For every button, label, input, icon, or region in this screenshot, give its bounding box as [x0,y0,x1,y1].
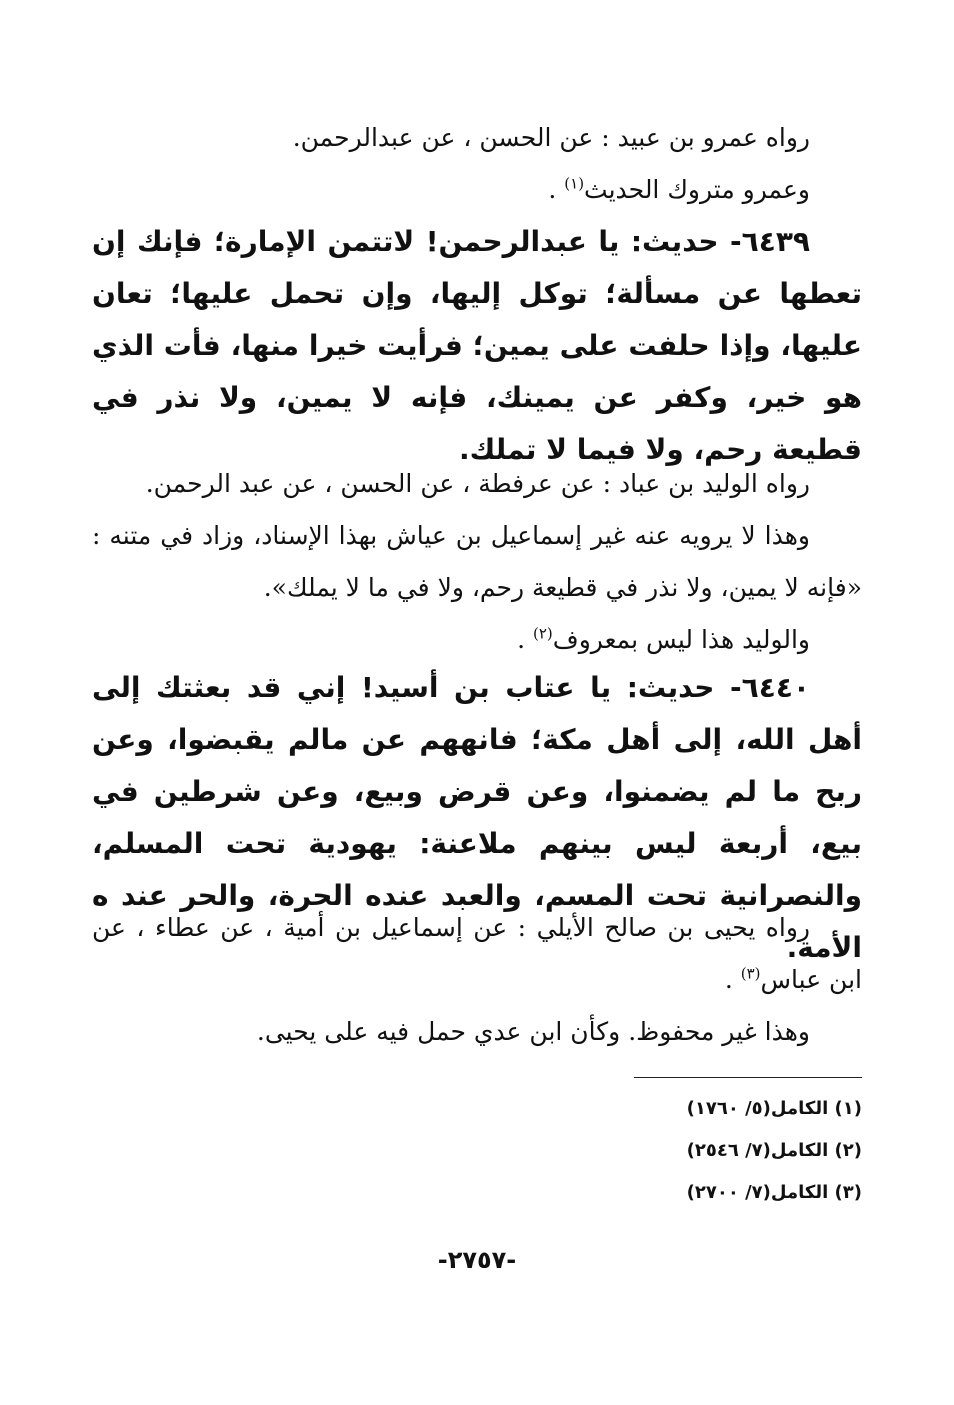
narrator-note [92,614,862,666]
narration-line [92,902,862,1006]
narration-line [92,112,862,164]
hadith-6439 [92,216,862,476]
commentary-paragraph: وهذا غير محفوظ. وكأن ابن عدي حمل فيه على يحيى. [256,1017,810,1046]
narration-text: رواه يحيى بن صالح الأيلي : عن إسماعيل بن أمية ، عن عطاء ، عن ابن عباس [92,913,862,994]
footnote-ref-2: (٢) [533,624,553,643]
punctuation: . [548,175,565,204]
footnote-divider [634,1077,862,1078]
top-commentary [92,112,862,216]
hadith-text: ٦٤٣٩- حديث: يا عبدالرحمن! لاتتمن الإمارة؛ فإنك إن تعطها عن مسألة؛ توكل إليها، وإن تحمل عليها؛ تعان عليها، وإذا حلفت على يمين؛ فرأيت خيرا منها، فأت الذي هو خير، وكفر عن يمينك، فإنه لا يمين، ولا نذر في قطيعة رحم، ولا فيما لا تملك. [92,225,862,466]
commentary-paragraph: وهذا لا يرويه عنه غير إسماعيل بن عياش بهذا الإسناد، وزاد في متنه : «فإنه لا يمين، ولا نذر في قطيعة رحم، ولا في ما لا يملك». [92,521,862,602]
commentary-6440 [92,902,862,1058]
page-number: -٢٧٥٧- [437,1246,517,1274]
narrator-note-text: والوليد هذا ليس بمعروف [552,625,810,654]
narration-line: رواه الوليد بن عباد : عن عرفطة ، عن الحسن ، عن عبد الرحمن. [145,469,810,498]
commentary-6439 [92,458,862,666]
narrator-note-text: وعمرو متروك الحديث [584,175,810,204]
hadith-text: ٦٤٤٠- حديث: يا عتاب بن أسيد! إني قد بعثتك إلى أهل الله، إلى أهل مكة؛ فانههم عن مالم يقبضوا، وعن ربح ما لم يضمنوا، وعن قرض وبيع، وعن شرطين في بيع، أربعة ليس بينهم ملاعنة: يهودية تحت المسلم، والنصرانية تحت المسم، والعبد عنده الحرة، والحر عند ه الأمة. [92,671,862,964]
footnote-2: (٢) الكامل(٧/ ٢٥٤٦) [686,1140,862,1161]
punctuation: . [724,965,741,994]
footnote-ref-3: (٣) [740,964,761,983]
narrator-note [92,164,862,216]
punctuation: . [517,625,533,654]
narration-text: رواه عمرو بن عبيد : عن الحسن ، عن عبدالرحمن. [292,123,810,152]
footnote-3: (٣) الكامل(٧/ ٢٧٠٠) [686,1182,862,1203]
footnote-ref-1: (١) [564,174,585,193]
footnote-1: (١) الكامل(٥/ ١٧٦٠) [686,1098,862,1119]
